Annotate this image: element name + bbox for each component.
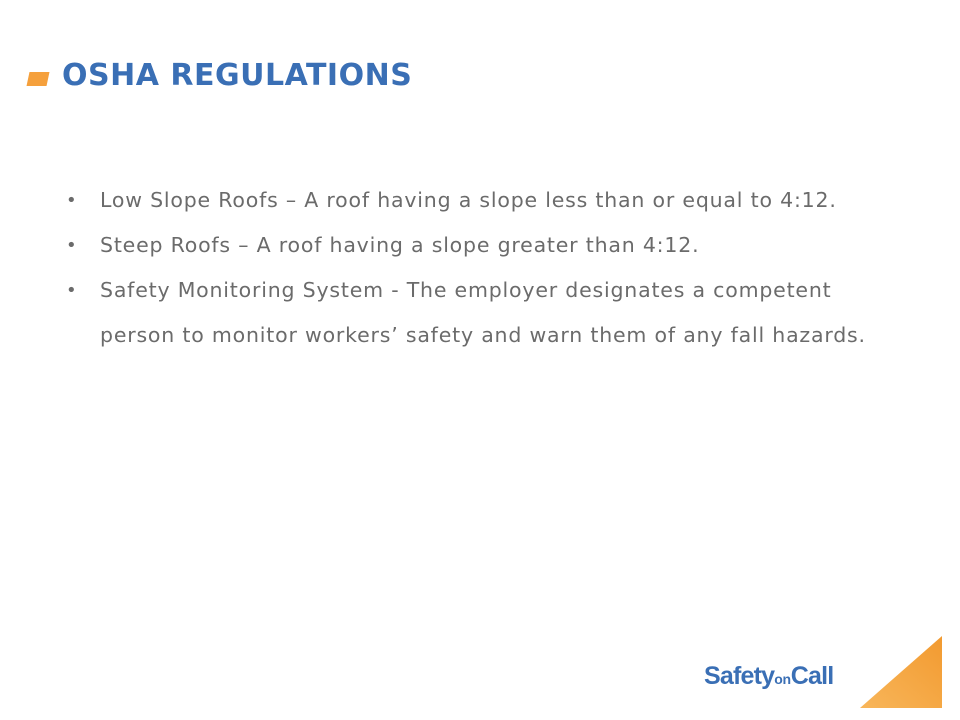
bullet-dot-icon: • — [66, 190, 78, 211]
corner-triangle-icon — [860, 636, 942, 708]
bullet-item — [66, 223, 896, 268]
title-marker-icon — [27, 72, 50, 86]
bullet-item — [66, 178, 896, 223]
logo-call-text: Call — [790, 662, 834, 690]
bullet-text: Steep Roofs – A roof having a slope greater than 4:12. — [100, 233, 700, 257]
bullet-list — [66, 178, 896, 358]
safety-on-call-logo — [704, 662, 833, 691]
bullet-dot-icon: • — [66, 280, 78, 301]
logo-on-text: on — [774, 671, 791, 687]
bullet-dot-icon: • — [66, 235, 78, 256]
logo-safety-text: Safety — [704, 662, 775, 690]
bullet-text: Low Slope Roofs – A roof having a slope less than or equal to 4:12. — [100, 188, 837, 212]
slide-title: OSHA REGULATIONS — [62, 58, 413, 93]
bullet-item — [66, 268, 896, 358]
bullet-text: Safety Monitoring System - The employer designates a competent person to monitor workers’ safety and warn them of any fall hazards. — [100, 278, 866, 347]
